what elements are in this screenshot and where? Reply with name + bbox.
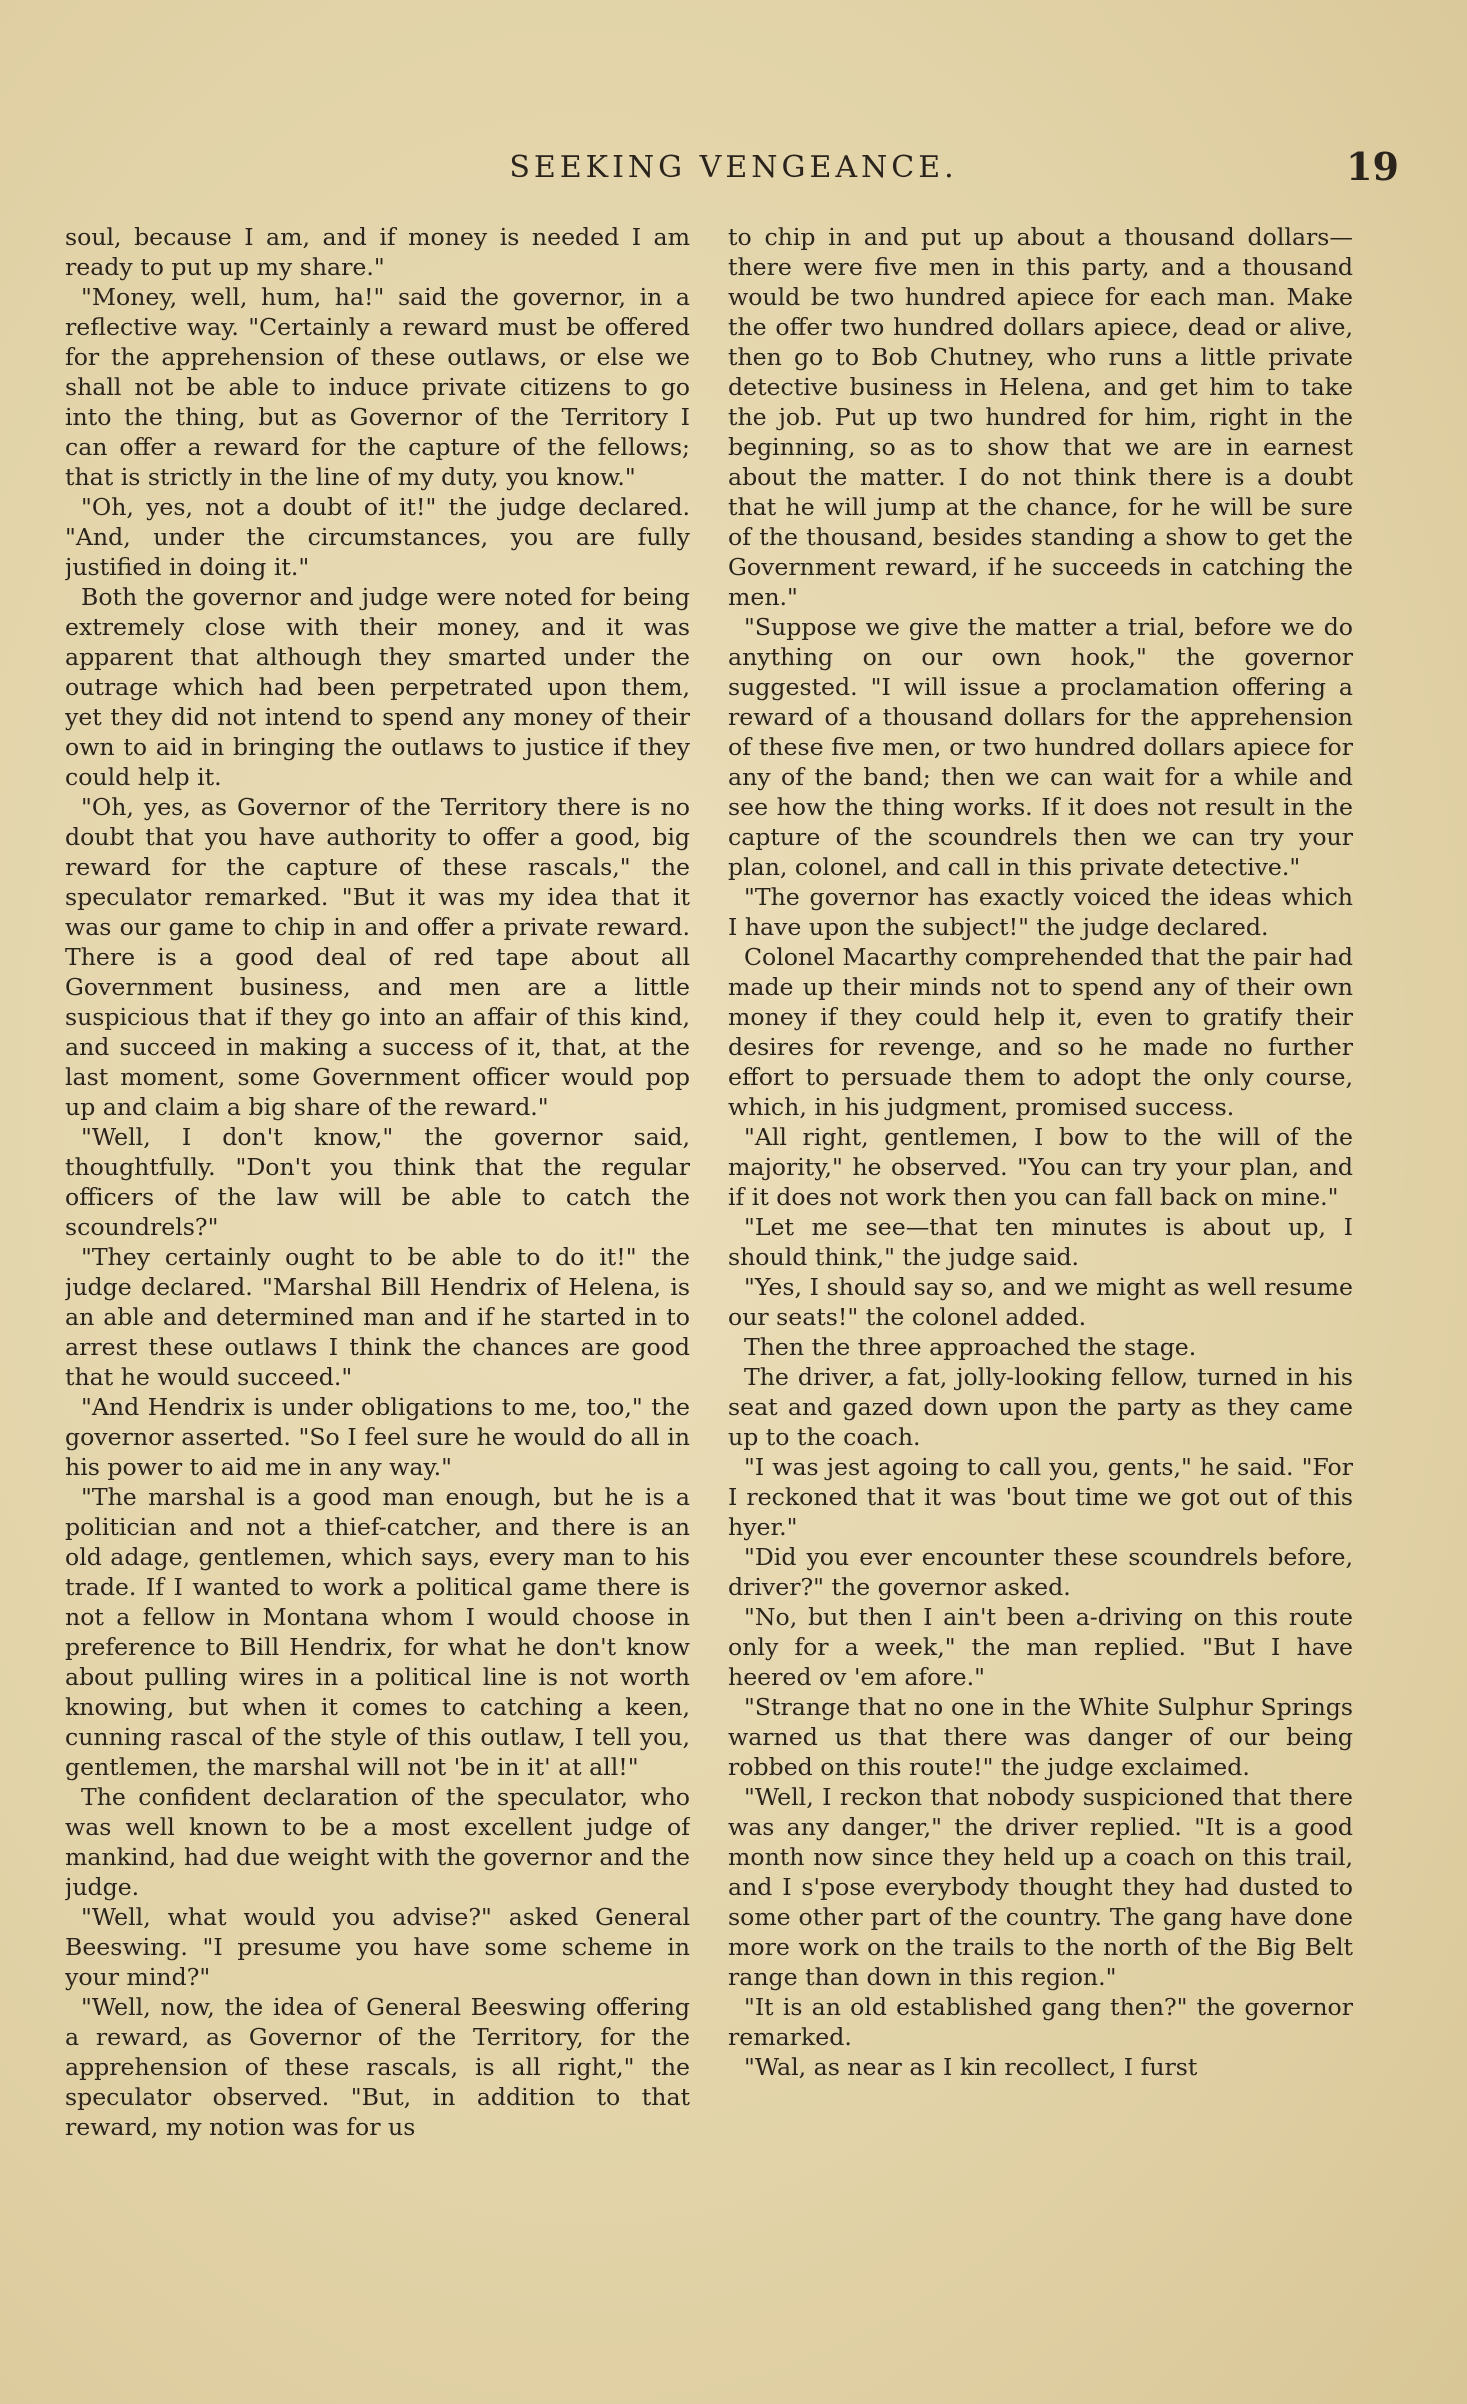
paragraph: "Oh, yes, not a doubt of it!" the judge declared. "And, under the circumstances, you are fully justified in doing it." [65,493,690,581]
running-title: SEEKING VENGEANCE. [509,150,958,185]
paragraph: "Strange that no one in the White Sulphur Springs warned us that there was danger of our being robbed on this route!" the judge exclaimed. [728,1693,1353,1781]
paragraph: "Let me see—that ten minutes is about up, I should think," the judge said. [728,1213,1353,1271]
paragraph: "The governor has exactly voiced the ideas which I have upon the subject!" the judge declared. [728,883,1353,941]
paragraph: Both the governor and judge were noted for being extremely close with their money, and it was apparent that although they smarted under the outrage which had been perpetrated upon them, yet they did not intend to spend any money of their own to aid in bringing the outlaws to justice if they could help it. [65,583,690,791]
paragraph: soul, because I am, and if money is needed I am ready to put up my share." [65,223,690,281]
paragraph: "Money, well, hum, ha!" said the governor, in a reflective way. "Certainly a reward must be offered for the apprehension of these outlaws, or else we shall not be able to induce private citizens to go into the thing, but as Governor of the Territory I can offer a reward for the capture of the fellows; that is strictly in the line of my duty, you know." [65,283,690,491]
paragraph: "Well, I don't know," the governor said, thoughtfully. "Don't you think that the regular officers of the law will be able to catch the scoundrels?" [65,1123,690,1241]
paragraph: "All right, gentlemen, I bow to the will of the majority," he observed. "You can try your plan, and if it does not work then you can fall back on mine." [728,1123,1353,1211]
paragraph: "Did you ever encounter these scoundrels before, driver?" the governor asked. [728,1543,1353,1601]
page-number: 19 [1346,144,1399,189]
paragraph: "It is an old established gang then?" the governor remarked. [728,1993,1353,2051]
paragraph: "They certainly ought to be able to do it!" the judge declared. "Marshal Bill Hendrix of Helena, is an able and determined man and if he started in to arrest these outlaws I think the chances are good that he would succeed." [65,1243,690,1391]
paragraph: "Well, now, the idea of General Beeswing offering a reward, as Governor of the Territory, for the apprehension of these rascals, is all right," the speculator observed. "But, in addition to that reward, my notion was for us [65,1993,690,2141]
paragraph: "The marshal is a good man enough, but he is a politician and not a thief-catcher, and there is an old adage, gentlemen, which says, every man to his trade. If I wanted to work a political game there is not a fellow in Montana whom I would choose in preference to Bill Hendrix, for what he don't know about pulling wires in a political line is not worth knowing, but when it comes to catching a keen, cunning rascal of the style of this outlaw, I tell you, gentlemen, the marshal will not 'be in it' at all!" [65,1483,690,1781]
right-column [728,222,1353,2342]
paragraph: The driver, a fat, jolly-looking fellow, turned in his seat and gazed down upon the party as they came up to the coach. [728,1363,1353,1451]
paragraph: "I was jest agoing to call you, gents," he said. "For I reckoned that it was 'bout time we got out of this hyer." [728,1453,1353,1541]
paragraph: The confident declaration of the speculator, who was well known to be a most excellent judge of mankind, had due weight with the governor and the judge. [65,1783,690,1901]
paragraph: "Wal, as near as I kin recollect, I furst [744,2053,1198,2081]
paragraph: "No, but then I ain't been a-driving on this route only for a week," the man replied. "But I have heered ov 'em afore." [728,1603,1353,1691]
paragraph: "Well, what would you advise?" asked General Beeswing. "I presume you have some scheme in your mind?" [65,1903,690,1991]
paragraph: "And Hendrix is under obligations to me, too," the governor asserted. "So I feel sure he would do all in his power to aid me in any way." [65,1393,690,1481]
paragraph: "Yes, I should say so, and we might as well resume our seats!" the colonel added. [728,1273,1353,1331]
paragraph: Then the three approached the stage. [744,1333,1197,1361]
paragraph: "Oh, yes, as Governor of the Territory there is no doubt that you have authority to offer a good, big reward for the capture of these rascals," the speculator remarked. "But it was my idea that it was our game to chip in and offer a private reward. There is a good deal of red tape about all Government business, and men are a little suspicious that if they go into an affair of this kind, and succeed in making a success of it, that, at the last moment, some Government officer would pop up and claim a big share of the reward." [65,793,690,1121]
paragraph: "Well, I reckon that nobody suspicioned that there was any danger," the driver replied. "It is a good month now since they held up a coach on this trail, and I s'pose everybody thought they had dusted to some other part of the country. The gang have done more work on the trails to the north of the Big Belt range than down in this region." [728,1783,1353,1991]
paragraph: Colonel Macarthy comprehended that the pair had made up their minds not to spend any of their own money if they could help it, even to gratify their desires for revenge, and so he made no further effort to persuade them to adopt the only course, which, in his judgment, promised success. [728,943,1353,1121]
left-column [65,222,690,2342]
running-head [0,144,1467,190]
paragraph: "Suppose we give the matter a trial, before we do anything on our own hook," the governor suggested. "I will issue a proclamation offering a reward of a thousand dollars for the apprehension of these five men, or two hundred dollars apiece for any of the band; then we can wait for a while and see how the thing works. If it does not result in the capture of the scoundrels then we can try your plan, colonel, and call in this private detective." [728,613,1353,881]
paragraph: to chip in and put up about a thousand dollars—there were five men in this party, and a thousand would be two hundred apiece for each man. Make the offer two hundred dollars apiece, dead or alive, then go to Bob Chutney, who runs a little private detective business in Helena, and get him to take the job. Put up two hundred for him, right in the beginning, so as to show that we are in earnest about the matter. I do not think there is a doubt that he will jump at the chance, for he will be sure of the thousand, besides standing a show to get the Government reward, if he succeeds in catching the men." [728,223,1353,611]
